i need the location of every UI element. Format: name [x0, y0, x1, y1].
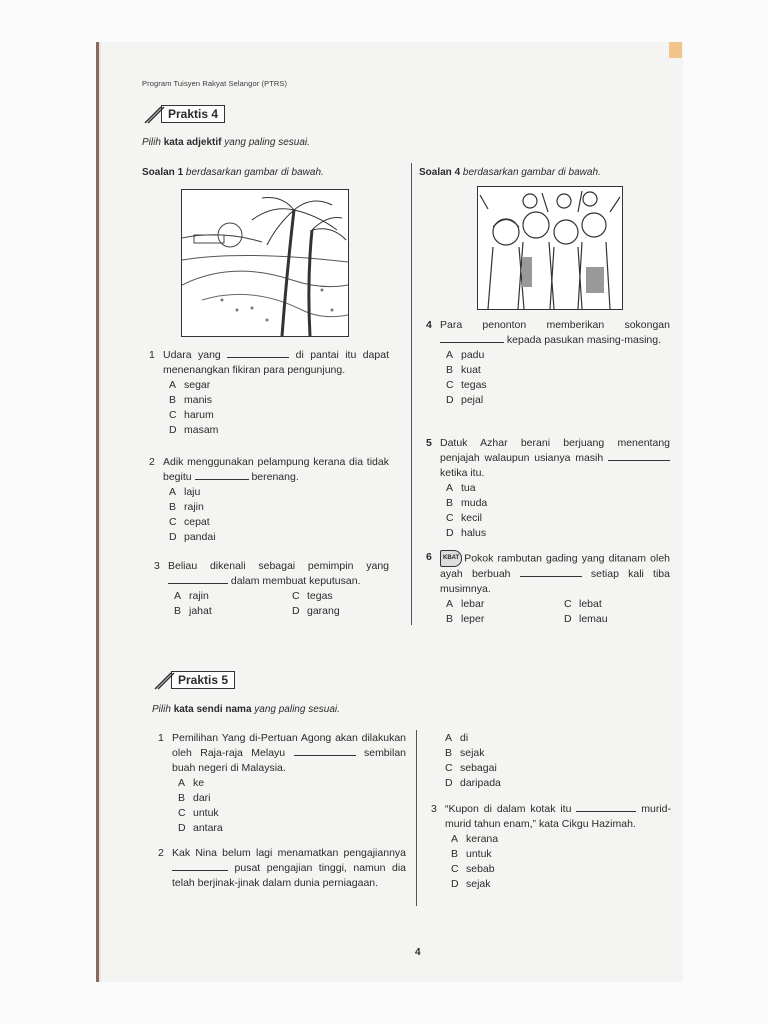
- options-list: [451, 832, 671, 892]
- praktis-5-title: Praktis 5: [171, 671, 235, 689]
- option-c[interactable]: C sebagai: [445, 762, 497, 774]
- option-d[interactable]: D antara: [178, 822, 223, 834]
- column-divider-2: [416, 730, 417, 906]
- column-divider: [411, 163, 412, 625]
- option-d[interactable]: D pejal: [446, 394, 484, 406]
- option-b[interactable]: B sejak: [445, 747, 485, 759]
- answer-blank: [576, 811, 636, 812]
- answer-blank: [294, 755, 356, 756]
- question-number: 6: [426, 551, 432, 563]
- option-d[interactable]: D lemau: [564, 613, 608, 625]
- question-number: 4: [426, 319, 432, 331]
- option-a[interactable]: A di: [445, 732, 469, 744]
- option-b[interactable]: B dari: [178, 792, 211, 804]
- options-grid: [174, 589, 389, 619]
- option-a[interactable]: A laju: [169, 486, 201, 498]
- options-list: [169, 485, 389, 545]
- option-b[interactable]: B jahat: [174, 605, 212, 617]
- option-d[interactable]: D garang: [292, 605, 340, 617]
- praktis-4-instruction: Pilih kata adjektif yang paling sesuai.: [142, 137, 310, 148]
- option-a[interactable]: A padu: [446, 349, 485, 361]
- options-list: [446, 481, 670, 541]
- answer-blank: [168, 583, 228, 584]
- question-number: 2: [158, 847, 164, 859]
- question-text: Adik menggunakan pelampung kerana dia tidak begitu berenang.: [163, 456, 389, 483]
- option-d[interactable]: D pandai: [169, 531, 216, 543]
- option-a[interactable]: A kerana: [451, 833, 499, 845]
- pencil-icon: [153, 669, 175, 691]
- option-a[interactable]: A segar: [169, 379, 211, 391]
- option-c[interactable]: C lebat: [564, 598, 602, 610]
- kbat-badge: KBAT: [440, 550, 462, 567]
- soalan-4-header: Soalan 4 berdasarkan gambar di bawah.: [419, 167, 601, 178]
- answer-blank: [195, 479, 249, 480]
- question-text: Beliau dikenali sebagai pemimpin yang dalam membuat keputusan.: [168, 560, 389, 587]
- page-number: 4: [415, 947, 421, 958]
- options-list: [446, 348, 670, 408]
- option-a[interactable]: A ke: [178, 777, 205, 789]
- option-d[interactable]: D masam: [169, 424, 219, 436]
- option-c[interactable]: C sebab: [451, 863, 495, 875]
- praktis-4-title: Praktis 4: [161, 105, 225, 123]
- option-c[interactable]: C cepat: [169, 516, 210, 528]
- option-c[interactable]: C kecil: [446, 512, 483, 524]
- answer-blank: [227, 357, 289, 358]
- soalan-1-header: Soalan 1 berdasarkan gambar di bawah.: [142, 167, 324, 178]
- praktis-4-tag: [143, 103, 225, 125]
- question-text: Datuk Azhar berani berjuang menentang penjajah walaupun usianya masih ketika itu.: [440, 437, 670, 479]
- option-b[interactable]: B muda: [446, 497, 488, 509]
- option-c[interactable]: C tegas: [446, 379, 487, 391]
- option-b[interactable]: B kuat: [446, 364, 481, 376]
- option-b[interactable]: B untuk: [451, 848, 492, 860]
- question-text: Para penonton memberikan sokongan kepada pasukan masing-masing.: [440, 319, 670, 346]
- question-text: Pemilihan Yang di-Pertuan Agong akan dilakukan oleh Raja-raja Melayu sembilan buah negeri di Malaysia.: [172, 732, 406, 774]
- question-p4-3: [154, 559, 389, 619]
- option-d[interactable]: D halus: [446, 527, 487, 539]
- option-d[interactable]: D daripada: [445, 777, 501, 789]
- question-p4-4: [426, 318, 670, 408]
- praktis-5-instruction: Pilih kata sendi nama yang paling sesuai.: [152, 704, 340, 715]
- page-corner-tab: [669, 42, 682, 58]
- option-c[interactable]: C tegas: [292, 590, 333, 602]
- question-p5-2: [158, 846, 406, 891]
- option-b[interactable]: B leper: [446, 613, 485, 625]
- question-number: 3: [154, 560, 160, 572]
- answer-blank: [608, 460, 670, 461]
- question-p4-1: [149, 348, 389, 438]
- question-number: 1: [149, 349, 155, 361]
- question-number: 1: [158, 732, 164, 744]
- answer-blank: [520, 576, 582, 577]
- option-b[interactable]: B manis: [169, 394, 213, 406]
- cheering-crowd-illustration: [477, 186, 623, 310]
- options-list: [178, 776, 406, 836]
- option-c[interactable]: C harum: [169, 409, 214, 421]
- question-number: 5: [426, 437, 432, 449]
- question-p4-5: [426, 436, 670, 541]
- question-p4-2: [149, 455, 389, 545]
- question-p5-1: [158, 731, 406, 836]
- pencil-icon: [143, 103, 165, 125]
- question-number: 2: [149, 456, 155, 468]
- question-text: KBAT Pokok rambutan gading yang ditanam oleh ayah berbuah setiap kali tiba musimnya.: [440, 550, 670, 597]
- program-header: Program Tuisyen Rakyat Selangor (PTRS): [142, 79, 288, 88]
- option-a[interactable]: A rajin: [174, 590, 209, 602]
- question-p5-2-options: [431, 731, 551, 791]
- answer-blank: [440, 342, 504, 343]
- question-p4-6: [426, 550, 670, 627]
- question-text: “Kupon di dalam kotak itu murid-murid tahun enam,” kata Cikgu Hazimah.: [445, 803, 671, 830]
- question-p5-3: [431, 802, 671, 892]
- question-text: Kak Nina belum lagi menamatkan pengajiannya pusat pengajian tinggi, namun dia telah berjinak-jinak dalam dunia perniagaan.: [172, 847, 406, 889]
- answer-blank: [172, 870, 228, 871]
- options-list: [169, 378, 389, 438]
- question-number: 3: [431, 803, 437, 815]
- option-c[interactable]: C untuk: [178, 807, 219, 819]
- praktis-5-tag: [153, 669, 235, 691]
- option-d[interactable]: D sejak: [451, 878, 491, 890]
- options-list: [445, 731, 551, 791]
- beach-illustration: [181, 189, 349, 337]
- options-grid: [446, 597, 670, 627]
- option-b[interactable]: B rajin: [169, 501, 204, 513]
- option-a[interactable]: A lebar: [446, 598, 485, 610]
- question-text: Udara yang di pantai itu dapat menenangkan fikiran para pengunjung.: [163, 349, 389, 376]
- option-a[interactable]: A tua: [446, 482, 476, 494]
